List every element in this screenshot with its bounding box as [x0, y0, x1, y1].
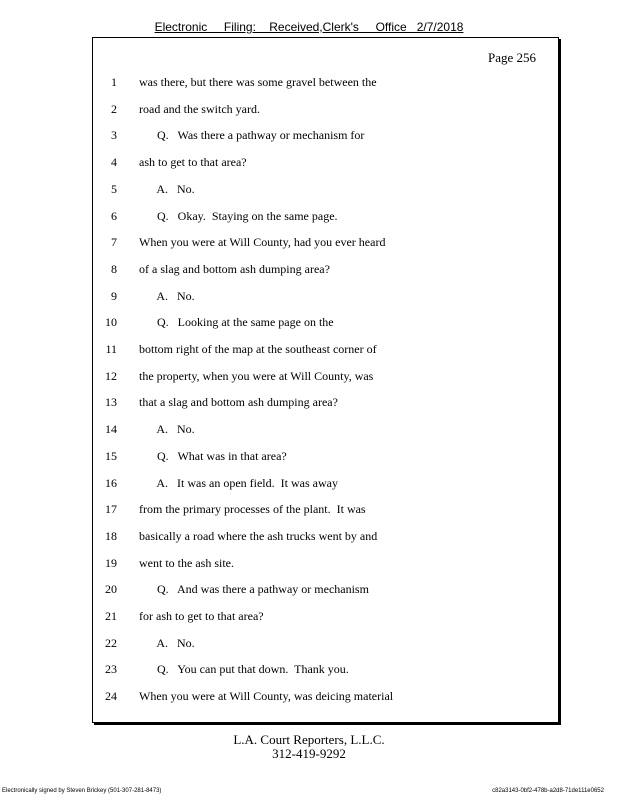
line-number: 2 — [111, 101, 117, 116]
line-text: basically a road where the ash trucks went by and — [139, 528, 378, 543]
document-hash: c82a3143-0bf2-478b-a2d8-71de111e0652 — [492, 788, 604, 794]
line-number: 6 — [111, 208, 117, 223]
line-text: Q. Was there a pathway or mechanism for — [139, 128, 365, 143]
line-number: 7 — [111, 235, 117, 250]
line-text: When you were at Will County, was deicing material — [139, 689, 394, 704]
line-number: 4 — [111, 155, 117, 170]
line-text: A. No. — [139, 422, 195, 437]
line-number: 16 — [105, 475, 117, 490]
line-number: 24 — [105, 689, 117, 704]
line-number: 23 — [105, 662, 117, 677]
line-number: 14 — [105, 422, 117, 437]
line-text: When you were at Will County, had you ever heard — [139, 235, 386, 250]
line-text: for ash to get to that area? — [139, 609, 264, 623]
line-text: A. No. — [139, 635, 195, 650]
line-text: the property, when you were at Will County, was — [139, 368, 374, 383]
line-text: ash to get to that area? — [139, 155, 247, 170]
line-text: bottom right of the map at the southeast corner of — [139, 342, 377, 356]
line-number: 11 — [105, 342, 117, 356]
line-number: 12 — [105, 368, 117, 383]
line-number: 5 — [111, 181, 117, 196]
line-text: that a slag and bottom ash dumping area? — [139, 395, 338, 410]
line-text: Q. You can put that down. Thank you. — [139, 662, 349, 677]
transcript-page — [92, 37, 559, 723]
line-number: 19 — [105, 555, 117, 570]
line-text: of a slag and bottom ash dumping area? — [139, 261, 330, 276]
line-text: from the primary processes of the plant. It was — [139, 502, 366, 517]
line-number: 3 — [111, 128, 117, 143]
line-text: Q. And was there a pathway or mechanism — [139, 582, 369, 597]
line-number: 10 — [105, 315, 117, 330]
line-number: 15 — [105, 448, 117, 463]
filing-stamp: Electronic Filing: Received,Clerk's Office 2/7/2018 — [154, 20, 464, 34]
page-number: Page 256 — [487, 50, 536, 65]
line-text: was there, but there was some gravel between the — [139, 75, 377, 89]
line-number: 18 — [105, 528, 117, 543]
line-text: Q. Looking at the same page on the — [139, 315, 334, 330]
reporter-company: L.A. Court Reporters, L.L.C. — [233, 732, 385, 747]
line-number: 9 — [111, 288, 117, 303]
line-text: Q. Okay. Staying on the same page. — [139, 208, 338, 223]
line-text: went to the ash site. — [139, 555, 234, 570]
line-number: 13 — [105, 395, 117, 410]
line-number: 22 — [105, 635, 117, 650]
line-number: 8 — [111, 261, 117, 276]
line-number: 17 — [105, 502, 117, 517]
line-text: A. It was an open field. It was away — [139, 475, 338, 490]
electronic-signature: Electronically signed by Steven Brickey (501-307-281-8473) — [2, 788, 162, 794]
line-text: A. No. — [139, 181, 195, 196]
line-text: Q. What was in that area? — [139, 448, 287, 463]
reporter-phone: 312-419-9292 — [272, 746, 346, 761]
line-number: 1 — [111, 75, 117, 89]
line-number: 20 — [105, 582, 117, 597]
line-text: road and the switch yard. — [139, 101, 260, 116]
line-text: A. No. — [139, 288, 195, 303]
line-number: 21 — [105, 609, 117, 623]
